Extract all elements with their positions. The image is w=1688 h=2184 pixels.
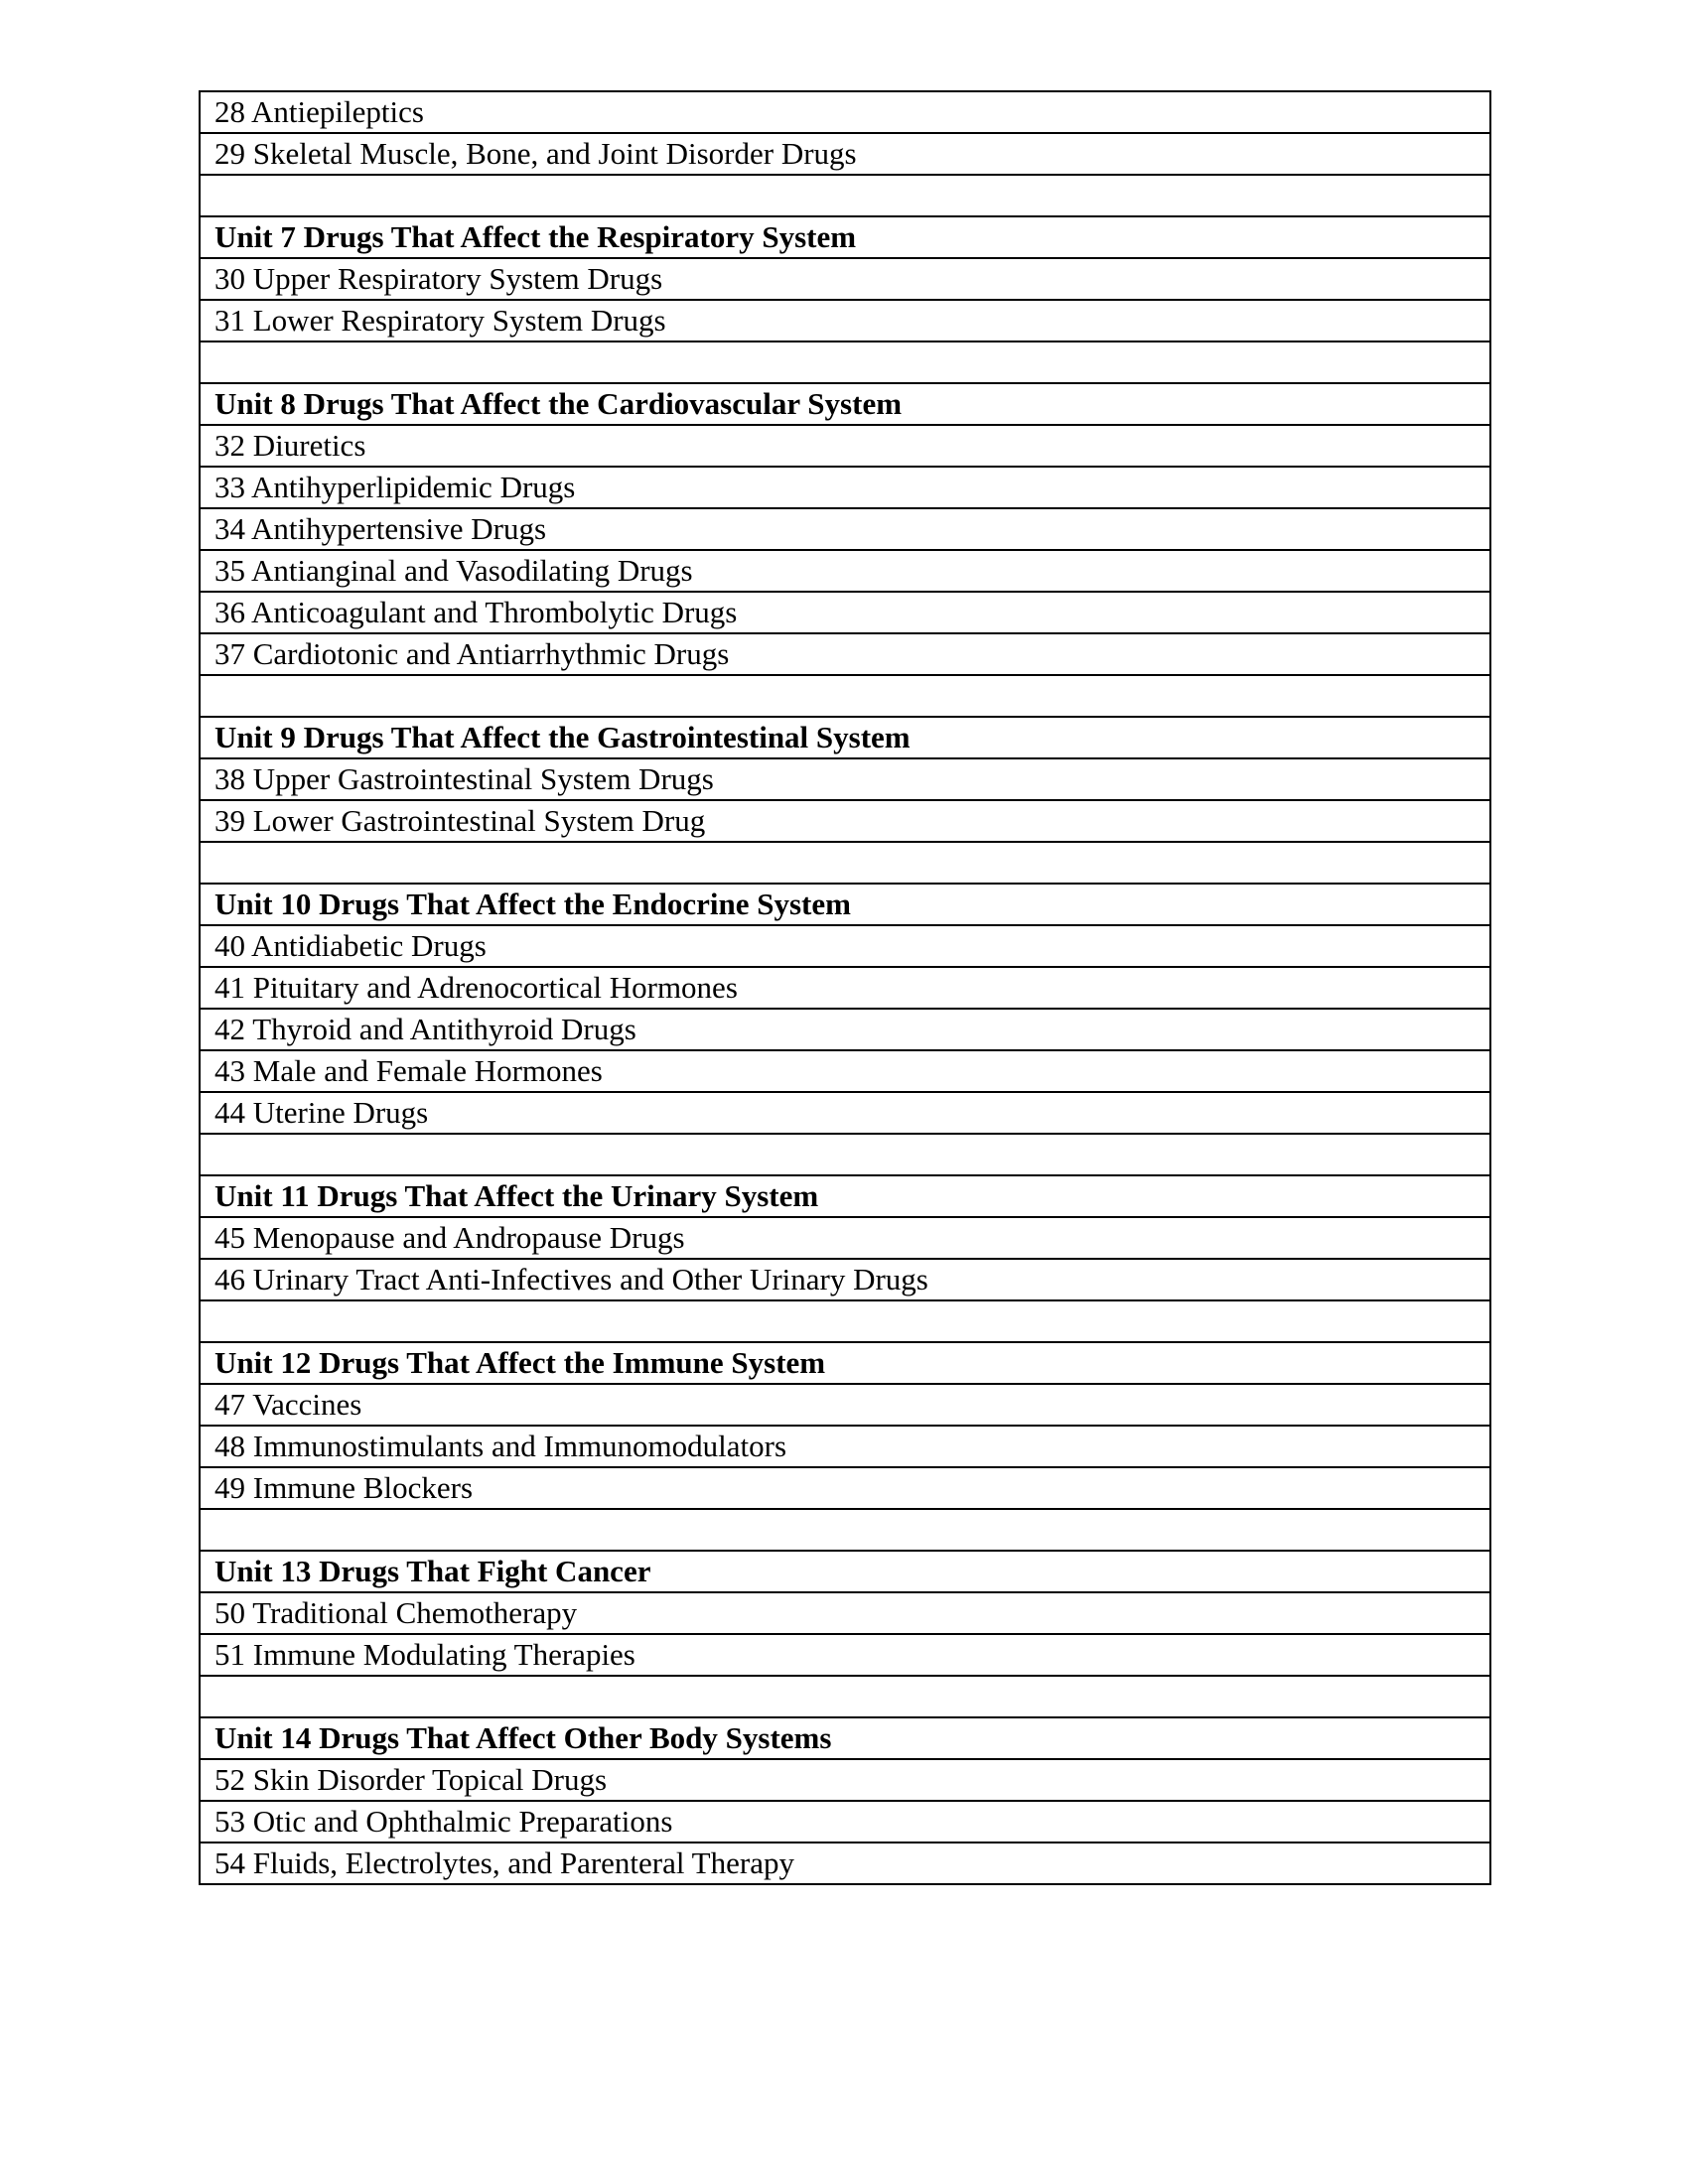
spacer-cell [200, 1676, 1490, 1717]
spacer-cell [200, 675, 1490, 717]
chapter-title: 33 Antihyperlipidemic Drugs [200, 467, 1490, 508]
chapter-title: 29 Skeletal Muscle, Bone, and Joint Disorder Drugs [200, 133, 1490, 175]
spacer-row [200, 1676, 1490, 1717]
unit-heading-row [200, 717, 1490, 758]
chapter-title: 54 Fluids, Electrolytes, and Parenteral Therapy [200, 1843, 1490, 1884]
unit-heading-row [200, 1717, 1490, 1759]
spacer-row [200, 1509, 1490, 1551]
chapter-title: 39 Lower Gastrointestinal System Drug [200, 800, 1490, 842]
spacer-cell [200, 842, 1490, 884]
spacer-cell [200, 1509, 1490, 1551]
chapter-row [200, 592, 1490, 633]
unit-heading: Unit 10 Drugs That Affect the Endocrine System [200, 884, 1490, 925]
unit-heading: Unit 14 Drugs That Affect Other Body Systems [200, 1717, 1490, 1759]
chapter-title: 51 Immune Modulating Therapies [200, 1634, 1490, 1676]
unit-heading: Unit 8 Drugs That Affect the Cardiovascular System [200, 383, 1490, 425]
chapter-row [200, 967, 1490, 1009]
chapter-row [200, 467, 1490, 508]
unit-heading: Unit 12 Drugs That Affect the Immune System [200, 1342, 1490, 1384]
chapter-title: 37 Cardiotonic and Antiarrhythmic Drugs [200, 633, 1490, 675]
chapter-row [200, 258, 1490, 300]
table-of-contents-body [200, 91, 1490, 1884]
chapter-row [200, 508, 1490, 550]
chapter-row [200, 1592, 1490, 1634]
unit-heading-row [200, 884, 1490, 925]
chapter-row [200, 1384, 1490, 1426]
chapter-row [200, 1259, 1490, 1300]
chapter-title: 45 Menopause and Andropause Drugs [200, 1217, 1490, 1259]
chapter-title: 36 Anticoagulant and Thrombolytic Drugs [200, 592, 1490, 633]
chapter-title: 30 Upper Respiratory System Drugs [200, 258, 1490, 300]
unit-heading-row [200, 1175, 1490, 1217]
chapter-row [200, 1050, 1490, 1092]
chapter-title: 46 Urinary Tract Anti-Infectives and Other Urinary Drugs [200, 1259, 1490, 1300]
unit-heading: Unit 7 Drugs That Affect the Respiratory System [200, 216, 1490, 258]
unit-heading: Unit 9 Drugs That Affect the Gastrointestinal System [200, 717, 1490, 758]
chapter-row [200, 758, 1490, 800]
spacer-row [200, 1300, 1490, 1342]
chapter-title: 32 Diuretics [200, 425, 1490, 467]
table-of-contents [199, 90, 1491, 1885]
spacer-row [200, 842, 1490, 884]
unit-heading-row [200, 1551, 1490, 1592]
unit-heading-row [200, 383, 1490, 425]
chapter-row [200, 1801, 1490, 1843]
spacer-cell [200, 1134, 1490, 1175]
chapter-title: 31 Lower Respiratory System Drugs [200, 300, 1490, 341]
chapter-row [200, 925, 1490, 967]
chapter-row [200, 550, 1490, 592]
chapter-title: 48 Immunostimulants and Immunomodulators [200, 1426, 1490, 1467]
chapter-title: 38 Upper Gastrointestinal System Drugs [200, 758, 1490, 800]
chapter-row [200, 1759, 1490, 1801]
spacer-row [200, 341, 1490, 383]
chapter-title: 35 Antianginal and Vasodilating Drugs [200, 550, 1490, 592]
chapter-title: 50 Traditional Chemotherapy [200, 1592, 1490, 1634]
chapter-title: 40 Antidiabetic Drugs [200, 925, 1490, 967]
chapter-row [200, 133, 1490, 175]
chapter-row [200, 1217, 1490, 1259]
chapter-title: 47 Vaccines [200, 1384, 1490, 1426]
chapter-title: 34 Antihypertensive Drugs [200, 508, 1490, 550]
chapter-row [200, 425, 1490, 467]
spacer-cell [200, 341, 1490, 383]
spacer-row [200, 175, 1490, 216]
chapter-row [200, 1009, 1490, 1050]
chapter-title: 44 Uterine Drugs [200, 1092, 1490, 1134]
chapter-row [200, 1467, 1490, 1509]
unit-heading-row [200, 1342, 1490, 1384]
chapter-title: 49 Immune Blockers [200, 1467, 1490, 1509]
chapter-row [200, 1843, 1490, 1884]
chapter-title: 43 Male and Female Hormones [200, 1050, 1490, 1092]
chapter-row [200, 1426, 1490, 1467]
chapter-title: 53 Otic and Ophthalmic Preparations [200, 1801, 1490, 1843]
chapter-row [200, 800, 1490, 842]
chapter-row [200, 1092, 1490, 1134]
unit-heading-row [200, 216, 1490, 258]
chapter-row [200, 1634, 1490, 1676]
spacer-row [200, 1134, 1490, 1175]
spacer-row [200, 675, 1490, 717]
chapter-row [200, 300, 1490, 341]
chapter-title: 42 Thyroid and Antithyroid Drugs [200, 1009, 1490, 1050]
spacer-cell [200, 1300, 1490, 1342]
chapter-row [200, 633, 1490, 675]
chapter-title: 28 Antiepileptics [200, 91, 1490, 133]
chapter-title: 41 Pituitary and Adrenocortical Hormones [200, 967, 1490, 1009]
unit-heading: Unit 11 Drugs That Affect the Urinary System [200, 1175, 1490, 1217]
chapter-title: 52 Skin Disorder Topical Drugs [200, 1759, 1490, 1801]
unit-heading: Unit 13 Drugs That Fight Cancer [200, 1551, 1490, 1592]
chapter-row [200, 91, 1490, 133]
spacer-cell [200, 175, 1490, 216]
